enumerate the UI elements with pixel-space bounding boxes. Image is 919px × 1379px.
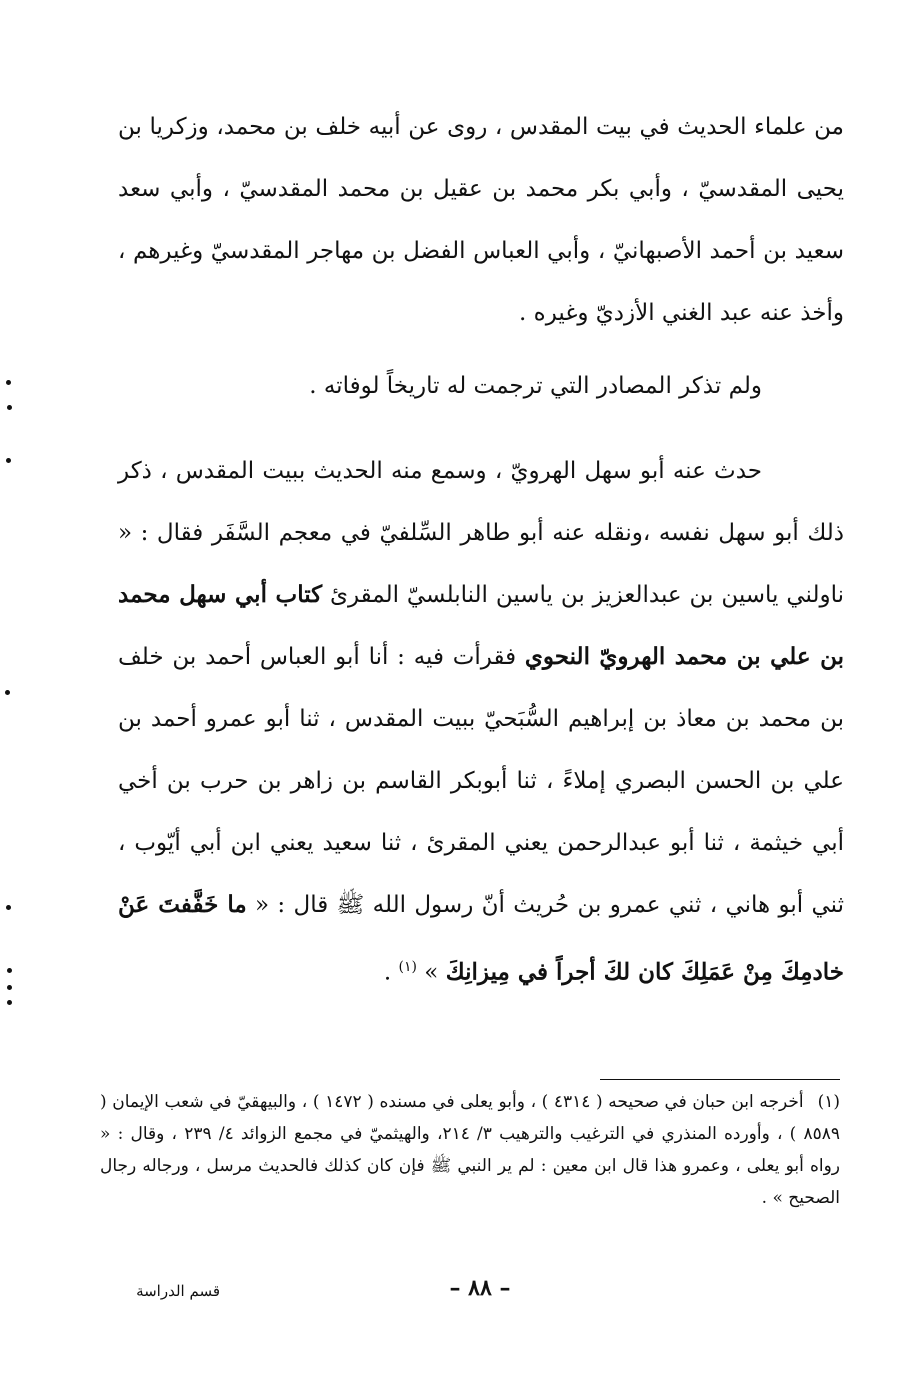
scan-mark (5, 690, 10, 695)
scan-mark (7, 985, 12, 990)
paragraph-end: . (383, 959, 399, 986)
footnote (100, 1086, 840, 1214)
scan-mark (7, 405, 12, 410)
book-title-text: كتاب أبي سهل محمد بن علي بن محمد الهرويّ النحوي (118, 581, 844, 670)
quote-close: » (417, 959, 446, 986)
scan-mark (6, 905, 11, 910)
section-label: قسم الدراسة (136, 1282, 220, 1300)
paragraph-biography: من علماء الحديث في بيت المقدس ، روى عن أبيه خلف بن محمد، وزكريا بن يحيى المقدسيّ ، وأبي بكر محمد بن عقيل بن محمد المقدسيّ ، وأبي سعد سعيد بن أحمد الأصبهانيّ ، وأبي العباس الفضل بن مهاجر المقدسيّ وغيرهم ، وأخذ عنه عبد الغني الأزديّ وغيره . (118, 114, 844, 326)
footnote-number: (١) (817, 1092, 840, 1112)
footnote-text: أخرجه ابن حبان في صحيحه ( ٤٣١٤ ) ، وأبو يعلى في مسنده ( ١٤٧٢ ) ، والبيهقيّ في شعب الإيمان ( ٨٥٨٩ ) ، وأورده المنذري في الترغيب والترهيب ٣/ ٢١٤، والهيثميّ في مجمع الزوائد ٤/ ٢٣٩ ، وقال : « رواه أبو يعلى ، وعمرو هذا قال ابن معين : لم ير النبي ﷺ فإن كان كذلك فالحديث مرسل ، ورجاله رجال الصحيح » . (100, 1092, 841, 1208)
hadith-intro-text: حدث عنه أبو سهل الهرويّ ، وسمع منه الحديث ببيت المقدس ، ذكر ذلك أبو سهل نفسه ،ونقله عنه أبو طاهر السِّلفيّ في معجم السَّفَر فقال : « ناولني ياسين بن عبدالعزيز بن ياسين النابلسيّ المقرئ (118, 458, 844, 608)
footnote-reference: (١) (398, 959, 417, 975)
scan-mark (6, 380, 11, 385)
isnad-text: فقرأت فيه : أنا أبو العباس أحمد بن خلف بن محمد بن معاذ بن إبراهيم السُّبَحيّ ببيت المقدس ، ثنا أبو عمرو أحمد بن علي بن الحسن البصري إملاءً ، ثنا أبوبكر القاسم بن زاهر بن حرب بن أخي أبي خيثمة ، ثنا أبو عبدالرحمن يعني المقرئ ، ثنا سعيد يعني ابن أبي أيّوب ، ثني أبو هاني ، ثني عمرو بن حُريث أنّ رسول الله ﷺ قال : « (118, 644, 844, 918)
scan-mark (7, 1000, 12, 1005)
paragraph-death-date: ولم تذكر المصادر التي ترجمت له تاريخاً لوفاته . (309, 373, 762, 399)
paragraph-hadith (118, 440, 844, 1004)
footnote-separator (600, 1079, 840, 1080)
scan-mark (7, 968, 12, 973)
hadith-matn-text: ما خَفَّفتَ عَنْ خادمِكَ مِنْ عَمَلِكَ كان لكَ أجراً في مِيزانِكَ (118, 891, 844, 986)
page-number: – ٨٨ – (449, 1275, 511, 1301)
scan-mark (6, 458, 11, 463)
